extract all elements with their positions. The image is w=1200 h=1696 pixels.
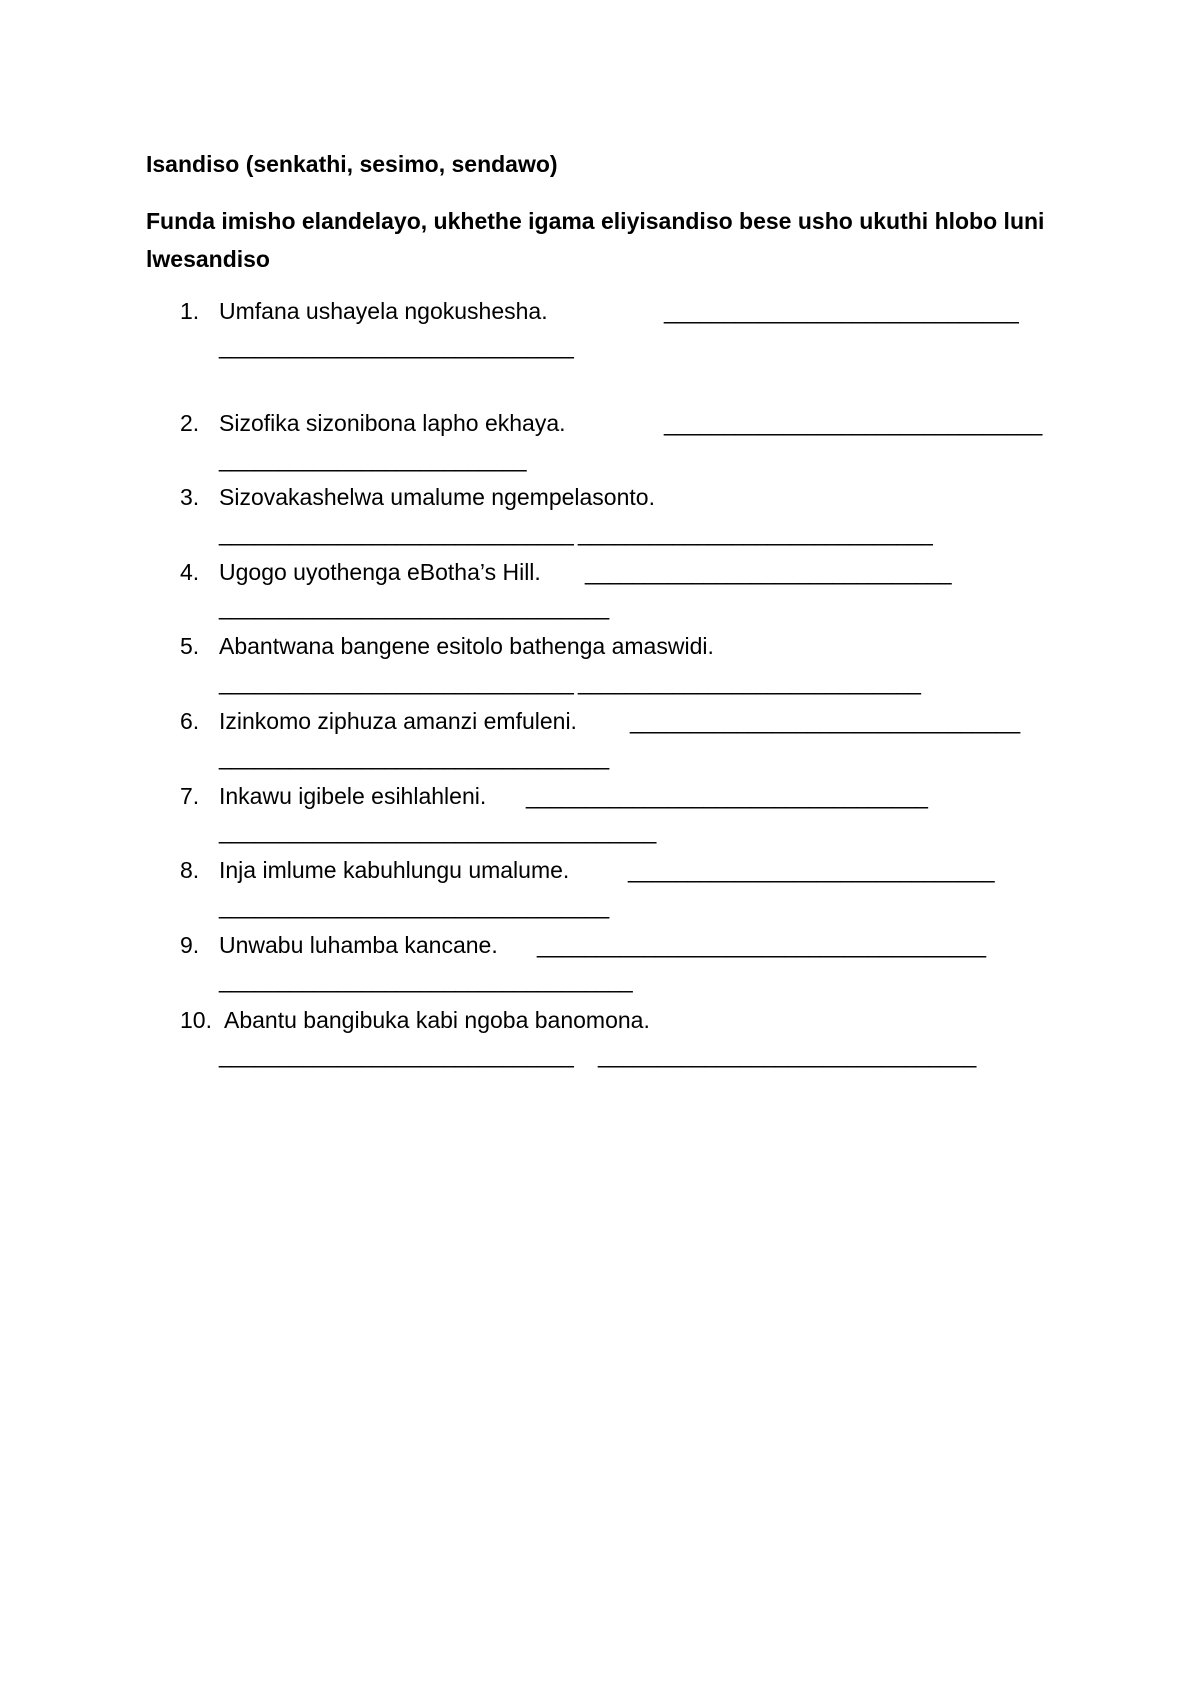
- answer-blank-type: ___________________________________: [219, 967, 632, 993]
- item-sentence: Ugogo uyothenga eBotha’s Hill.: [219, 559, 541, 585]
- answer-blank-type: ________________________________: [598, 1042, 976, 1068]
- item-number: 1.: [180, 298, 200, 324]
- item-number: 8.: [180, 857, 200, 883]
- answer-blank-type: _________________________________: [219, 744, 609, 770]
- item-number: 2.: [180, 410, 200, 436]
- item-number: 3.: [180, 484, 200, 510]
- item-sentence: Izinkomo ziphuza amanzi emfuleni.: [219, 708, 577, 734]
- answer-blank-type: ______________________________: [219, 333, 573, 359]
- answer-blank-type: ______________________________: [578, 520, 932, 546]
- worksheet-title: Isandiso (senkathi, sesimo, sendawo): [146, 151, 558, 177]
- worksheet-instruction: Funda imisho elandelayo, ukhethe igama eliyisandiso bese usho ukuthi hlobo luni lwesandiso: [146, 208, 1045, 272]
- item-sentence: Abantwana bangene esitolo bathenga amaswidi.: [219, 633, 714, 659]
- item-sentence: Umfana ushayela ngokushesha.: [219, 298, 548, 324]
- answer-blank-adverb: ______________________________: [219, 520, 573, 546]
- item-number: 6.: [180, 708, 200, 734]
- item-sentence: Abantu bangibuka kabi ngoba banomona.: [224, 1007, 650, 1033]
- answer-blank-adverb: ______________________________: [664, 298, 1018, 324]
- item-number: 9.: [180, 932, 200, 958]
- item-number: 4.: [180, 559, 200, 585]
- answer-blank-adverb: ______________________________: [219, 1042, 573, 1068]
- answer-blank-adverb: _________________________________: [630, 708, 1020, 734]
- item-number: 10.: [180, 1007, 212, 1033]
- answer-blank-adverb: ______________________________________: [537, 932, 986, 958]
- answer-blank-type: _________________________________: [219, 893, 609, 919]
- answer-blank-adverb: ________________________________: [664, 410, 1042, 436]
- answer-blank-adverb: _______________________________: [585, 559, 951, 585]
- answer-blank-type: _________________________________: [219, 594, 609, 620]
- answer-blank-adverb: __________________________________: [526, 783, 927, 809]
- item-sentence: Unwabu luhamba kancane.: [219, 932, 498, 958]
- answer-blank-type: _____________________________________: [219, 818, 656, 844]
- answer-blank-type: _____________________________: [578, 669, 920, 695]
- answer-blank-adverb: ______________________________: [219, 669, 573, 695]
- answer-blank-type: __________________________: [219, 446, 526, 472]
- item-number: 7.: [180, 783, 200, 809]
- item-sentence: Sizofika sizonibona lapho ekhaya.: [219, 410, 566, 436]
- item-number: 5.: [180, 633, 200, 659]
- item-sentence: Inja imlume kabuhlungu umalume.: [219, 857, 570, 883]
- item-sentence: Sizovakashelwa umalume ngempelasonto.: [219, 484, 655, 510]
- answer-blank-adverb: _______________________________: [628, 857, 994, 883]
- item-sentence: Inkawu igibele esihlahleni.: [219, 783, 487, 809]
